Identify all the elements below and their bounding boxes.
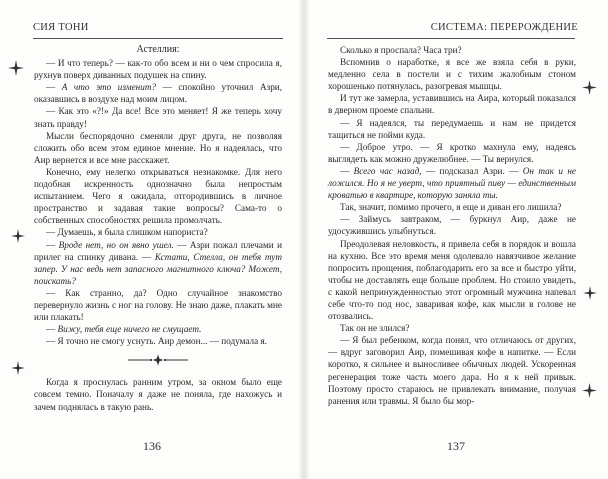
text-segment: Конечно, ему нелегко открываться незнакомке. Для него подобная искренность однозначно была непростым испытанием. Чего я ожидала, отгородившись в личное пространство и задавая такие вопросы? Сама-то о собственных способностях решила промолчать.	[34, 166, 282, 226]
paragraph	[34, 323, 282, 335]
italic-text-segment: Вроде нет, но он явно ушел.	[58, 239, 174, 250]
four-point-star-icon	[583, 286, 597, 300]
scene-break-ornament	[34, 354, 282, 366]
text-segment: —	[46, 82, 62, 93]
section-heading: Астеллия:	[136, 44, 180, 55]
left-header-rule	[33, 38, 283, 39]
text-segment: — И что теперь? — как-то обо всем и ни о чем спросила я, рухнув поверх диванных подушек на спину.	[34, 58, 282, 81]
four-point-star-icon	[11, 229, 25, 243]
italic-text-segment: А что это изменит?	[61, 82, 157, 93]
text-segment: —	[340, 165, 354, 176]
right-page	[304, 0, 608, 479]
text-segment: —	[46, 324, 58, 335]
text-segment: — Я надеялся, ты передумаешь и нам не придется тащиться не пойми куда.	[328, 117, 576, 140]
paragraph	[328, 141, 576, 165]
paragraph	[34, 226, 282, 238]
right-header-rule	[327, 38, 575, 39]
left-page-text	[34, 44, 282, 413]
paragraph	[34, 287, 282, 323]
italic-text-segment: Он так и не ложился. Но я не уверт, что приятный пиву — единственным кроватью в квартире, которую заняла ты.	[328, 165, 576, 201]
paragraph	[34, 335, 282, 347]
text-segment: Так, значит, помимо прочего, я еще и диван его лишила?	[340, 202, 562, 213]
paragraph	[34, 239, 282, 287]
italic-text-segment: Всего час назад	[353, 165, 420, 176]
right-paragraphs	[328, 44, 576, 407]
text-segment: Вспомнив о наработке, я все же взяла себя в руки, медленно села в постели и с тихим жалобным стоном хорошенько потянулась, разогревая мышцы.	[328, 57, 576, 92]
four-point-star-icon	[582, 383, 597, 398]
left-running-head: СИЯ ТОНИ	[33, 22, 89, 33]
italic-text-segment: Вижу, тебя еще ничего не смущает.	[57, 324, 202, 335]
text-segment: — Как это «?!» Да все! Все это меняет! Я же теперь хочу знать правду!	[34, 106, 282, 129]
text-segment: — Я точно не смогу уснуть. Аир демон... — подумала я.	[46, 336, 267, 347]
paragraph	[328, 213, 576, 237]
four-point-star-icon	[8, 60, 24, 76]
left-paragraphs-after-break	[34, 376, 282, 412]
right-page-number: 137	[447, 439, 465, 453]
text-segment: — Займусь завтраком, — буркнул Аир, даже не удосужившись улыбнуться.	[328, 214, 576, 237]
paragraph	[328, 165, 576, 201]
text-segment: — Я был ребенком, когда понял, что отличаюсь от других, — вдруг заговорил Аир, помешивая кофе в напитке. — Если коротко, я сильнее и выносливее обычных людей. Ускоренная регенерация тоже часть моего дара. Но я к ней привык. Поэтому просто стараюсь не привлекать внимание, получая ранения или травмы. Я было бы мор-	[328, 335, 576, 406]
ornament-divider-icon	[126, 354, 190, 366]
text-segment: — Доброе утро. — Я кротко махнула ему, надеясь выглядеть как можно дружелюбнее. — Ты вернулся.	[328, 141, 576, 164]
paragraph	[34, 57, 282, 81]
text-segment: Преодолевая неловкость, я привела себя в порядок и вошла на кухню. Все это время меня одолевало навязчивое желание попросить прощения, поблагодарить его за все и быстро уйти, чтобы не доставлять еще больше проблем. Но стоило увидеть, с какой непринужденностью этот огромный мужчина напевал себе что-то под нос, заваривая кофе, как мысли в голове не отозвались.	[328, 238, 576, 322]
text-segment: Мысли беспорядочно сменяли друг друга, не позволяя сложить обо всем этом единое мнение. Но я надеялась, что Аир вернется и все мне расскажет.	[34, 130, 282, 165]
text-segment: Так он не злился?	[340, 323, 410, 334]
paragraph	[34, 130, 282, 166]
text-segment: — Как странно, да? Одно случайное знакомство перевернуло жизнь с ног на голову. Не знаю даже, плакать мне или плакать!	[34, 287, 282, 323]
paragraph	[34, 81, 282, 105]
paragraph	[328, 238, 576, 323]
right-running-head: СИСТЕМА: ПЕРЕРОЖДЕНИЕ	[430, 22, 578, 33]
paragraph	[328, 117, 576, 141]
paragraph	[328, 334, 576, 407]
paragraph	[328, 92, 576, 116]
text-segment: — Думаешь, я была слишком напориста?	[46, 227, 208, 238]
left-paragraphs	[34, 57, 282, 347]
text-segment: —	[46, 239, 59, 250]
text-segment: — Азри пожал плечами и прилег на спинку дивана. —	[34, 239, 283, 262]
book-gutter-shadow	[298, 0, 310, 479]
paragraph	[34, 105, 282, 129]
paragraph	[328, 56, 576, 92]
paragraph	[328, 322, 576, 334]
text-segment: Когда я проснулась ранним утром, за окном было еще совсем темно. Поначалу я даже не поняла, где нахожусь и зачем поднялась в такую рань.	[34, 377, 282, 412]
text-segment: И тут же замерла, уставившись на Аира, который показался в дверном проеме спальни.	[328, 93, 576, 116]
paragraph	[34, 376, 282, 412]
four-point-star-icon	[11, 361, 25, 375]
text-segment: , — подсказал Азри. —	[419, 165, 523, 176]
paragraph	[34, 166, 282, 226]
paragraph	[328, 201, 576, 213]
four-point-star-icon	[582, 80, 597, 95]
text-segment: Сколько я проспала? Часа три?	[340, 45, 462, 55]
right-page-text	[328, 44, 576, 407]
text-segment: — спокойно уточнил Азри, оказавшись в воздухе над моим лицом.	[34, 82, 283, 105]
paragraph	[328, 44, 576, 56]
left-page-number: 136	[143, 439, 161, 453]
italic-text-segment: Кстати, Стелла, он тебя тут запер. У нас ведь нет запасного магнитного ключа? Может, поискать?	[34, 251, 282, 286]
